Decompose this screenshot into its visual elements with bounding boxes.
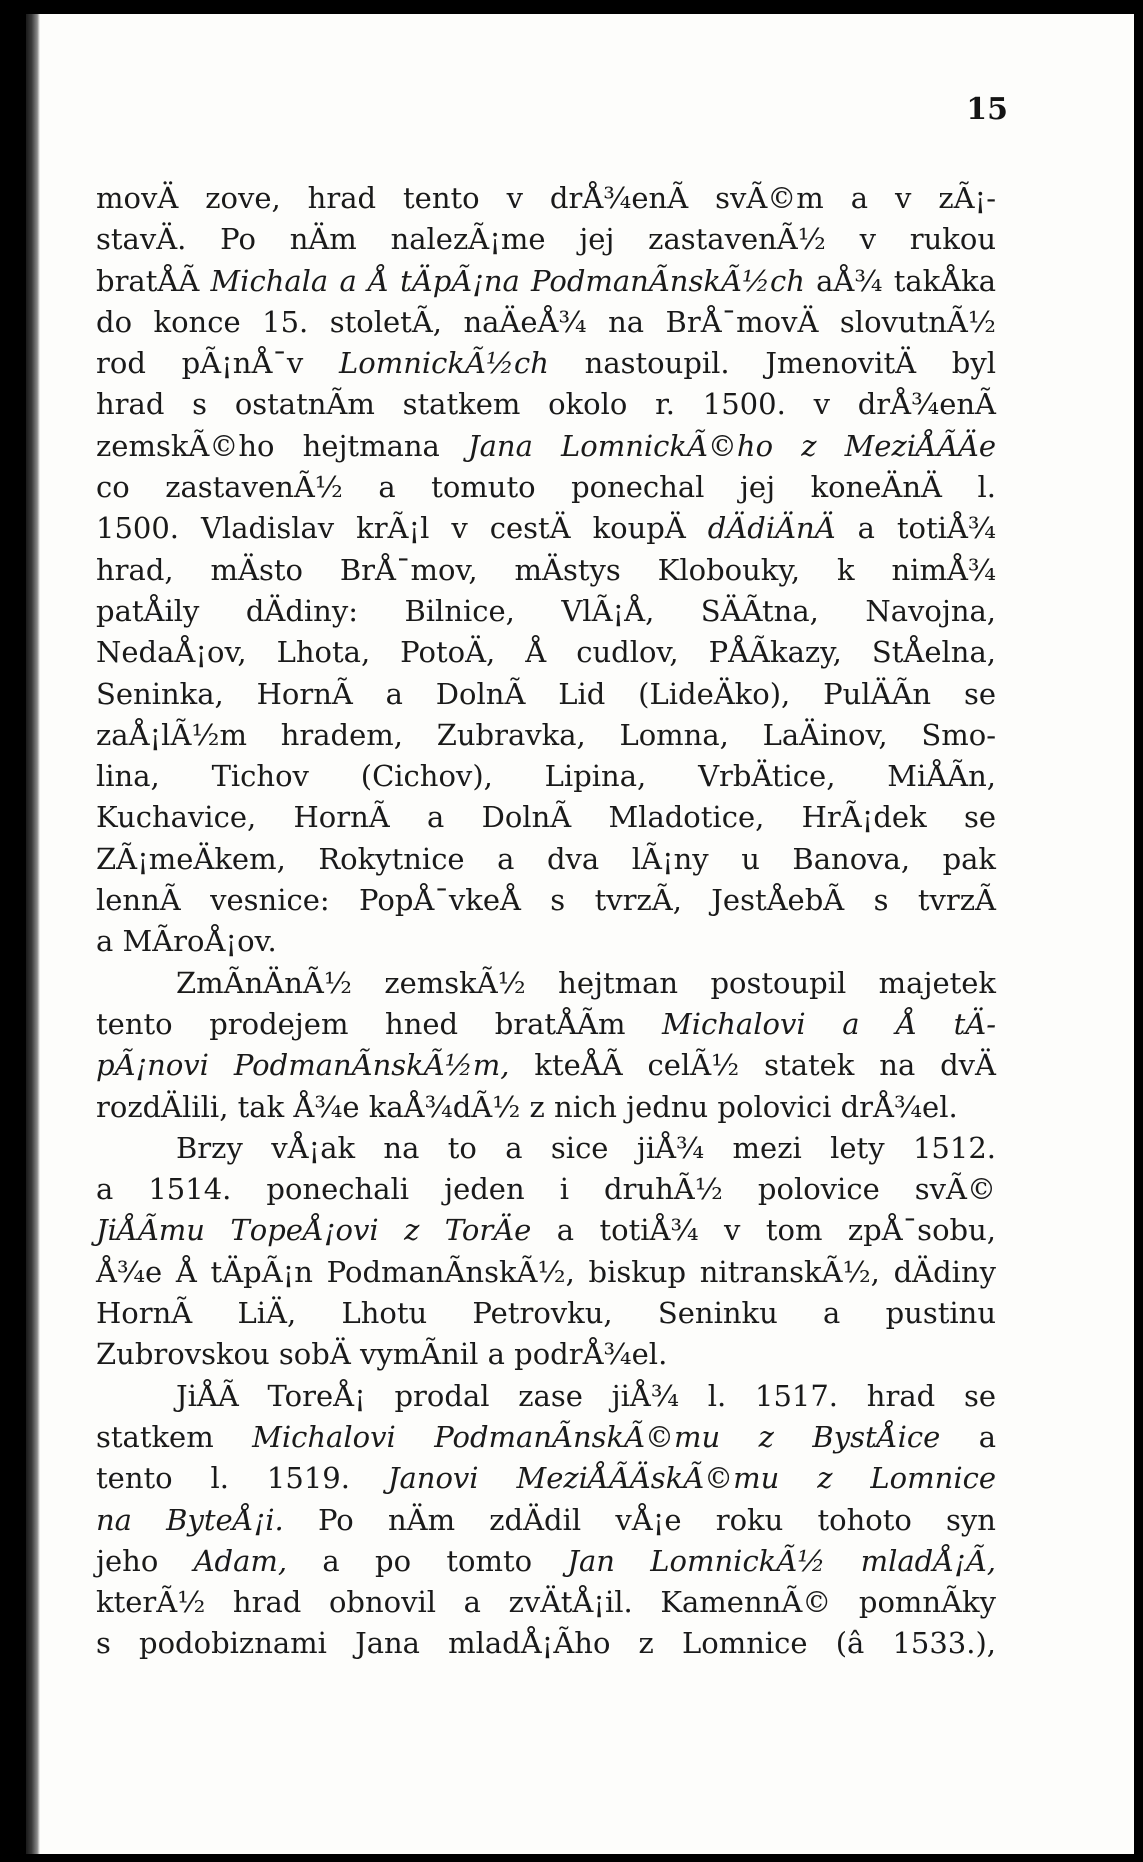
text-segment: hrad, mÄsto BrÅ¯mov, mÄstys Klobouky, k nimÅ¾	[96, 552, 996, 587]
text-line	[96, 797, 996, 838]
italic-text: Michala a Å tÄpÃ¡na PodmanÃnskÃ½ch	[210, 263, 805, 298]
text-segment: s podobiznami Jana mladÅ¡Ãho z Lomnice (â 1533.),	[96, 1626, 996, 1661]
italic-text: Michalovi a Å tÄ-	[662, 1006, 996, 1041]
text-line	[96, 1004, 996, 1045]
text-line	[96, 1376, 996, 1417]
text-segment: a po tomto	[287, 1543, 568, 1578]
body-text	[96, 178, 996, 1665]
text-line	[96, 384, 996, 425]
text-segment: a	[940, 1419, 996, 1454]
text-segment: kterÃ½ hrad obnovil a zvÄtÅ¡il. KamennÃ© pomnÃky	[96, 1585, 996, 1620]
text-line	[96, 674, 996, 715]
text-line	[96, 1500, 996, 1541]
text-line	[96, 632, 996, 673]
text-segment: zaÅ¡lÃ½m hradem, Zubravka, Lomna, LaÄinov, Smo-	[96, 717, 996, 752]
text-line	[96, 261, 996, 302]
text-line	[96, 426, 996, 467]
text-segment: tento l. 1519.	[96, 1461, 388, 1496]
text-segment: co zastavenÃ½ a tomuto ponechal jej koneÄnÄ l.	[96, 470, 996, 505]
text-segment: nastoupil. JmenovitÄ byl	[548, 346, 996, 381]
page-number: 15	[966, 92, 1008, 127]
text-line	[96, 1169, 996, 1210]
italic-text: LomnickÃ½ch	[339, 346, 549, 381]
text-line	[96, 880, 996, 921]
text-segment: a MÃroÅ¡ov.	[96, 924, 277, 959]
text-segment: hrad s ostatnÃm statkem okolo r. 1500. v drÅ¾enÃ	[96, 387, 996, 422]
text-line	[96, 1458, 996, 1499]
text-line	[96, 1417, 996, 1458]
text-line	[96, 839, 996, 880]
text-segment: a 1514. ponechali jeden i druhÃ½ polovice svÃ©	[96, 1172, 996, 1207]
text-segment: kteÅÃ celÃ½ statek na dvÄ	[509, 1048, 997, 1083]
text-segment: Zubrovskou sobÄ vymÃnil a podrÅ¾el.	[96, 1337, 668, 1372]
text-segment: a totiÅ¾ v tom zpÅ¯sobu,	[531, 1213, 996, 1248]
italic-text: na ByteÅ¡i.	[96, 1502, 284, 1537]
text-segment: HornÃ LiÄ, Lhotu Petrovku, Seninku a pustinu	[96, 1296, 996, 1331]
text-line	[96, 1128, 996, 1169]
text-segment: bratÅÃ	[96, 263, 211, 298]
text-segment: ZmÃnÄnÃ½ zemskÃ½ hejtman postoupil majetek	[176, 965, 996, 1000]
italic-text: Jan LomnickÃ½ mladÅ¡Ã,	[567, 1543, 996, 1578]
text-line	[96, 1045, 996, 1086]
text-segment: Brzy vÅ¡ak na to a sice jiÅ¾ mezi lety 1512.	[176, 1130, 996, 1165]
text-segment: Po nÄm zdÄdil vÅ¡e roku tohoto syn	[283, 1502, 996, 1537]
text-line	[96, 467, 996, 508]
italic-text: pÃ¡novi PodmanÃnskÃ½m,	[96, 1048, 510, 1083]
text-line	[96, 756, 996, 797]
text-segment: jeho	[96, 1543, 194, 1578]
italic-text: Janovi MeziÅÃÄskÃ©mu z Lomnice	[387, 1461, 996, 1496]
text-segment: Seninka, HornÃ a DolnÃ Lid (LideÄko), PulÄÃn se	[96, 676, 996, 711]
text-line	[96, 178, 996, 219]
text-segment: patÅily dÄdiny: Bilnice, VlÃ¡Å, SÄÃtna, Navojna,	[96, 593, 996, 628]
text-line	[96, 550, 996, 591]
text-segment: aÅ¾ takÅka	[804, 263, 997, 298]
text-line	[96, 963, 996, 1004]
text-line	[96, 302, 996, 343]
text-segment: rozdÄlili, tak Å¾e kaÅ¾dÃ½ z nich jednu polovici drÅ¾el.	[96, 1089, 958, 1124]
text-line	[96, 219, 996, 260]
text-segment: zemskÃ©ho hejtmana	[96, 428, 468, 463]
text-segment: Å¾e Å tÄpÃ¡n PodmanÃnskÃ½, biskup nitranskÃ½, dÄdiny	[96, 1254, 996, 1289]
italic-text: Jana LomnickÃ©ho z MeziÅÃÄe	[467, 428, 996, 463]
text-segment: stavÄ. Po nÄm nalezÃ¡me jej zastavenÃ½ v rukou	[96, 222, 996, 257]
text-line	[96, 508, 996, 549]
italic-text: Adam,	[193, 1543, 288, 1578]
text-segment: a totiÅ¾	[835, 511, 996, 546]
italic-text: JiÅÃmu TореÅ¡ovi z TorÄe	[96, 1213, 532, 1248]
text-line	[96, 1582, 996, 1623]
text-line	[96, 715, 996, 756]
italic-text: dÄdiÄnÄ	[707, 511, 836, 546]
text-segment: JiÅÃ ToreÅ¡ prodal zase jiÅ¾ l. 1517. hrad se	[176, 1378, 996, 1413]
text-segment: do konce 15. stoletÃ, naÄeÅ¾ na BrÅ¯movÄ slovutnÃ½	[96, 304, 996, 339]
text-segment: ZÃ¡meÄkem, Rokytnice a dva lÃ¡ny u Banova, pak	[96, 841, 996, 876]
text-line	[96, 1293, 996, 1334]
text-segment: movÄ zove, hrad tento v drÅ¾enÃ svÃ©m a v zÃ¡-	[96, 181, 996, 215]
italic-text: Michalovi PodmanÃnskÃ©mu z BystÅice	[252, 1419, 941, 1454]
text-line	[96, 1210, 996, 1251]
text-segment: lennÃ vesnice: PopÅ¯vkeÅ s tvrzÃ, JestÅebÃ s tvrzÃ	[96, 883, 996, 918]
text-segment: Kuchavice, HornÃ a DolnÃ Mladotice, HrÃ¡dek se	[96, 800, 996, 835]
text-line	[96, 343, 996, 384]
text-segment: NedaÅ¡ov, Lhota, PotoÄ, Å cudlov, PÅÃkazy, StÅelna,	[96, 635, 996, 670]
text-line	[96, 1252, 996, 1293]
text-line	[96, 1623, 996, 1664]
text-line	[96, 921, 996, 962]
text-line	[96, 1334, 996, 1375]
text-segment: statkem	[96, 1419, 253, 1454]
text-segment: tento prodejem hned bratÅÃm	[96, 1006, 663, 1041]
text-segment: rod pÃ¡nÅ¯v	[96, 346, 339, 381]
text-segment: 1500. Vladislav krÃ¡l v cestÄ koupÄ	[96, 511, 708, 546]
text-segment: lina, Tichov (Cichov), Lipina, VrbÄtice, MiÅÃn,	[96, 759, 996, 794]
book-page	[26, 14, 1134, 1854]
text-line	[96, 591, 996, 632]
text-line	[96, 1087, 996, 1128]
binding-edge	[26, 14, 40, 1854]
text-line	[96, 1541, 996, 1582]
